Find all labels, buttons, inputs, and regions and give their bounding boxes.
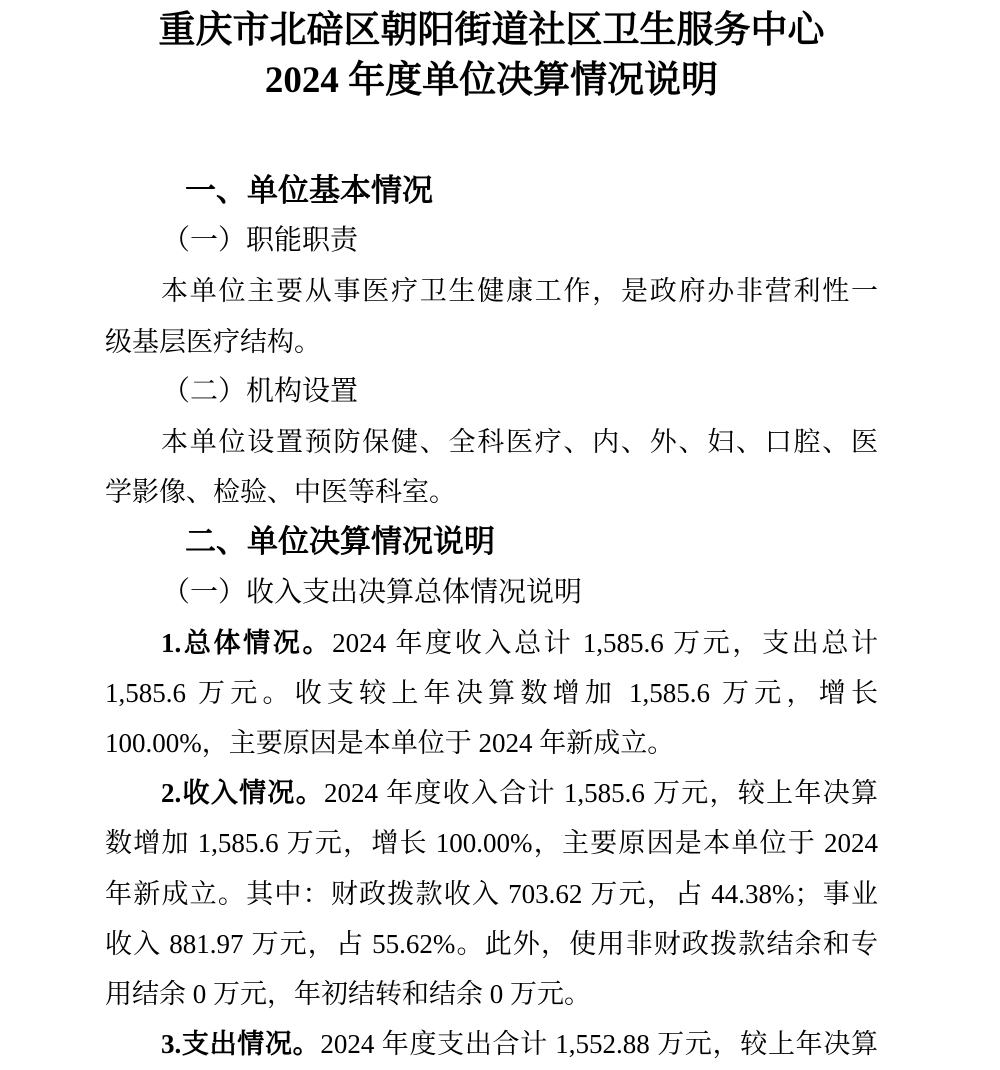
paragraph-total-line-1 (105, 618, 878, 668)
subheading-duties: （一）职能职责 (162, 225, 359, 257)
title-line-2: 2024 年度单位决算情况说明 (264, 60, 719, 101)
paragraph-total-line-3: 100.00%，主要原因是本单位于 2024 年新成立。 (105, 728, 675, 759)
subheading-organization: （二）机构设置 (162, 375, 359, 407)
heading-unit-basic-info: 一、单位基本情况 (185, 173, 433, 208)
heading-final-accounts: 二、单位决算情况说明 (185, 524, 495, 560)
paragraph-income-lead: 2.收入情况。 (161, 778, 325, 809)
paragraph-income-line-5: 用结余 0 万元，年初结转和结余 0 万元。 (105, 979, 591, 1009)
paragraph-total-text-1: 2024 年度收入总计 1,585.6 万元，支出总计 (332, 627, 878, 658)
paragraph-org-line-2: 学影像、检验、中医等科室。 (105, 477, 456, 508)
paragraph-total-lead: 1.总体情况。 (161, 627, 333, 658)
paragraph-total-line-2: 1,585.6 万元。收支较上年决算数增加 1,585.6 万元，增长 (105, 677, 878, 708)
paragraph-income-line-2: 数增加 1,585.6 万元，增长 100.00%，主要原因是本单位于 2024 (105, 828, 878, 859)
paragraph-org-line-1: 本单位设置预防保健、全科医疗、内、外、妇、口腔、医 (161, 426, 878, 457)
document-title (105, 6, 878, 106)
paragraph-duty-line-2: 级基层医疗结构。 (105, 326, 321, 357)
paragraph-expenditure-lead: 3.支出情况。 (161, 1029, 321, 1060)
paragraph-expenditure-text-1: 2024 年度支出合计 1,552.88 万元，较上年决算 (320, 1029, 878, 1060)
paragraph-income-line-4: 收入 881.97 万元，占 55.62%。此外，使用非财政拨款结余和专 (105, 928, 878, 959)
paragraph-duty-line-1: 本单位主要从事医疗卫生健康工作，是政府办非营利性一 (161, 276, 878, 307)
paragraph-income-line-1 (105, 768, 878, 818)
paragraph-expenditure-line-1 (105, 1019, 878, 1069)
subheading-income-expenditure-overview: （一）收入支出决算总体情况说明 (162, 576, 583, 608)
title-line-1: 重庆市北碚区朝阳街道社区卫生服务中心 (158, 10, 825, 51)
paragraph-income-text-1: 2024 年度收入合计 1,585.6 万元，较上年决算 (324, 778, 878, 809)
paragraph-income-line-3: 年新成立。其中：财政拨款收入 703.62 万元，占 44.38%；事业 (105, 878, 878, 909)
